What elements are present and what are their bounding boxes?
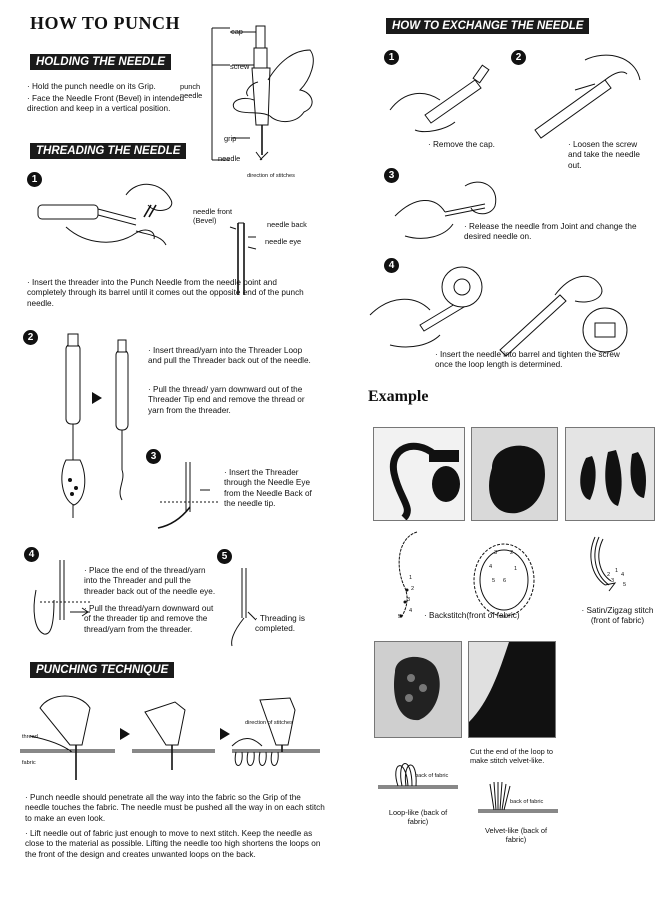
step-5-text: · Threading is completed. xyxy=(255,614,305,634)
label-needle-back: needle back xyxy=(267,220,307,229)
example-photo-filled-shape xyxy=(471,427,558,521)
backstitch-number-2: 2 xyxy=(411,586,415,592)
exchange-step-3-text: · Release the needle from Joint and change the desired needle on. xyxy=(464,222,637,242)
label-direction-of-stitches: direction of stitches xyxy=(247,173,295,179)
label-grip: grip xyxy=(224,134,237,143)
satin-number-5: 5 xyxy=(623,582,627,588)
remove-cap-illustration xyxy=(385,60,495,140)
velvet-back-of-fabric-label: back of fabric xyxy=(510,799,544,805)
step-2-text-b: · Pull the thread/ yarn downward out of the Threader Tip end and remove the thread or yarn from the threader. xyxy=(148,385,305,415)
exchange-step-2-number: 2 xyxy=(511,50,526,65)
threader-loop-illustration xyxy=(46,330,156,520)
punching-text-1: · Punch needle should penetrate all the way into the fabric so the Grip of the needle touches the fabric. The needle must be pushed all the way in on each stitch to make an even look. xyxy=(25,793,325,823)
circle-number-5: 5 xyxy=(492,578,496,584)
exchange-step-4-text: · Insert the needle into barrel and tighten the screw once the loop length is determined. xyxy=(435,350,620,370)
exchange-step-1-number: 1 xyxy=(384,50,399,65)
exchange-step-1-text: · Remove the cap. xyxy=(428,140,495,149)
circle-number-1: 1 xyxy=(514,566,518,572)
step-1-number: 1 xyxy=(27,172,42,187)
page-title: HOW TO PUNCH xyxy=(30,13,181,33)
threader-eye-illustration xyxy=(150,462,230,532)
circle-number-2: 2 xyxy=(510,550,514,556)
exchange-needle-banner: HOW TO EXCHANGE THE NEEDLE xyxy=(386,18,589,34)
step-2-text-a: · Insert thread/yarn into the Threader Loop and pull the Threader back out of the needle. xyxy=(148,346,311,366)
threading-needle-banner: THREADING THE NEEDLE xyxy=(30,143,186,159)
backstitch-number-3: 3 xyxy=(407,597,411,603)
label-thread: thread xyxy=(22,734,38,740)
loosen-screw-illustration xyxy=(515,50,645,140)
step-2-number: 2 xyxy=(23,330,38,345)
example-photo-loop-texture xyxy=(374,641,462,738)
example-photo-satin-shape xyxy=(565,427,655,521)
step-3-number: 3 xyxy=(146,449,161,464)
circle-number-3: 3 xyxy=(494,550,498,556)
backstitch-number-5: 5 xyxy=(398,614,402,620)
backstitch-number-4: 4 xyxy=(409,608,413,614)
punching-technique-banner: PUNCHING TECHNIQUE xyxy=(30,662,174,678)
loop-back-of-fabric-label: back of fabric xyxy=(415,773,449,779)
backstitch-number-1: 1 xyxy=(409,575,413,581)
label-cap: cap xyxy=(231,27,243,36)
example-title: Example xyxy=(368,388,429,405)
label-fabric: fabric xyxy=(22,760,36,766)
exchange-step-3-number: 3 xyxy=(384,168,399,183)
step-1-text: · Insert the threader into the Punch Needle from the needle point and completely through its barrel until it comes out the opposite end of the punch needle. xyxy=(27,278,304,308)
satin-number-2: 2 xyxy=(607,572,611,578)
label-screw: screw xyxy=(230,62,250,71)
threader-insert-illustration xyxy=(36,175,186,265)
circle-number-4: 4 xyxy=(489,564,493,570)
label-needle-front: needle front (Bevel) xyxy=(193,207,233,225)
label-needle-eye: needle eye xyxy=(265,237,302,246)
holding-bullet-2: · Face the Needle Front (Bevel) in intended direction and keep in a vertical position. xyxy=(27,94,185,114)
exchange-step-2-text: · Loosen the screw and take the needle out. xyxy=(568,140,640,170)
holding-needle-banner: HOLDING THE NEEDLE xyxy=(30,54,171,70)
circle-number-6: 6 xyxy=(503,578,507,584)
step-4-text-a: · Place the end of the thread/yarn into the Threader and pull the threader back out of the needle eye. xyxy=(84,566,216,596)
step-5-number: 5 xyxy=(217,549,232,564)
satin-number-1: 1 xyxy=(615,568,619,574)
holding-bullet-1: · Hold the punch needle on its Grip. xyxy=(27,82,156,91)
step-4-text-b: · Pull the thread/yarn downward out of the threader tip and remove the thread/yarn from the threader. xyxy=(84,604,214,634)
step-3-text: · Insert the Threader through the Needle Eye from the Needle Back of the needle tip. xyxy=(224,468,312,509)
punching-text-2: · Lift needle out of fabric just enough to move to next stitch. Keep the needle as close to the material as possible. Lifting the needle too high shortens the loops on the front of the design and creates unwanted loops on the back. xyxy=(25,829,321,859)
backstitch-caption: · Backstitch(front of fabric) xyxy=(424,611,520,620)
label-needle: needle xyxy=(218,154,241,163)
satin-stitch-diagram xyxy=(585,535,625,595)
satin-number-3: 3 xyxy=(611,578,615,584)
label-punching-direction: direction of stitches xyxy=(245,720,293,726)
velvet-like-caption: Velvet-like (back of fabric) xyxy=(484,826,548,844)
insert-needle-illustration xyxy=(370,255,650,365)
satin-caption: · Satin/Zigzag stitch (front of fabric) xyxy=(581,606,654,626)
exchange-step-4-number: 4 xyxy=(384,258,399,273)
label-punch-needle: punch needle xyxy=(180,82,203,100)
example-photo-backstitch-outline xyxy=(373,427,465,521)
punching-technique-illustration xyxy=(20,690,320,790)
example-photo-velvet-texture xyxy=(468,641,556,738)
cut-loop-note: Cut the end of the loop to make stitch velvet-like. xyxy=(470,747,554,765)
loop-like-caption: Loop-like (back of fabric) xyxy=(388,808,448,826)
satin-number-4: 4 xyxy=(621,572,625,578)
threading-complete-illustration xyxy=(226,568,266,648)
step-4-number: 4 xyxy=(24,547,39,562)
